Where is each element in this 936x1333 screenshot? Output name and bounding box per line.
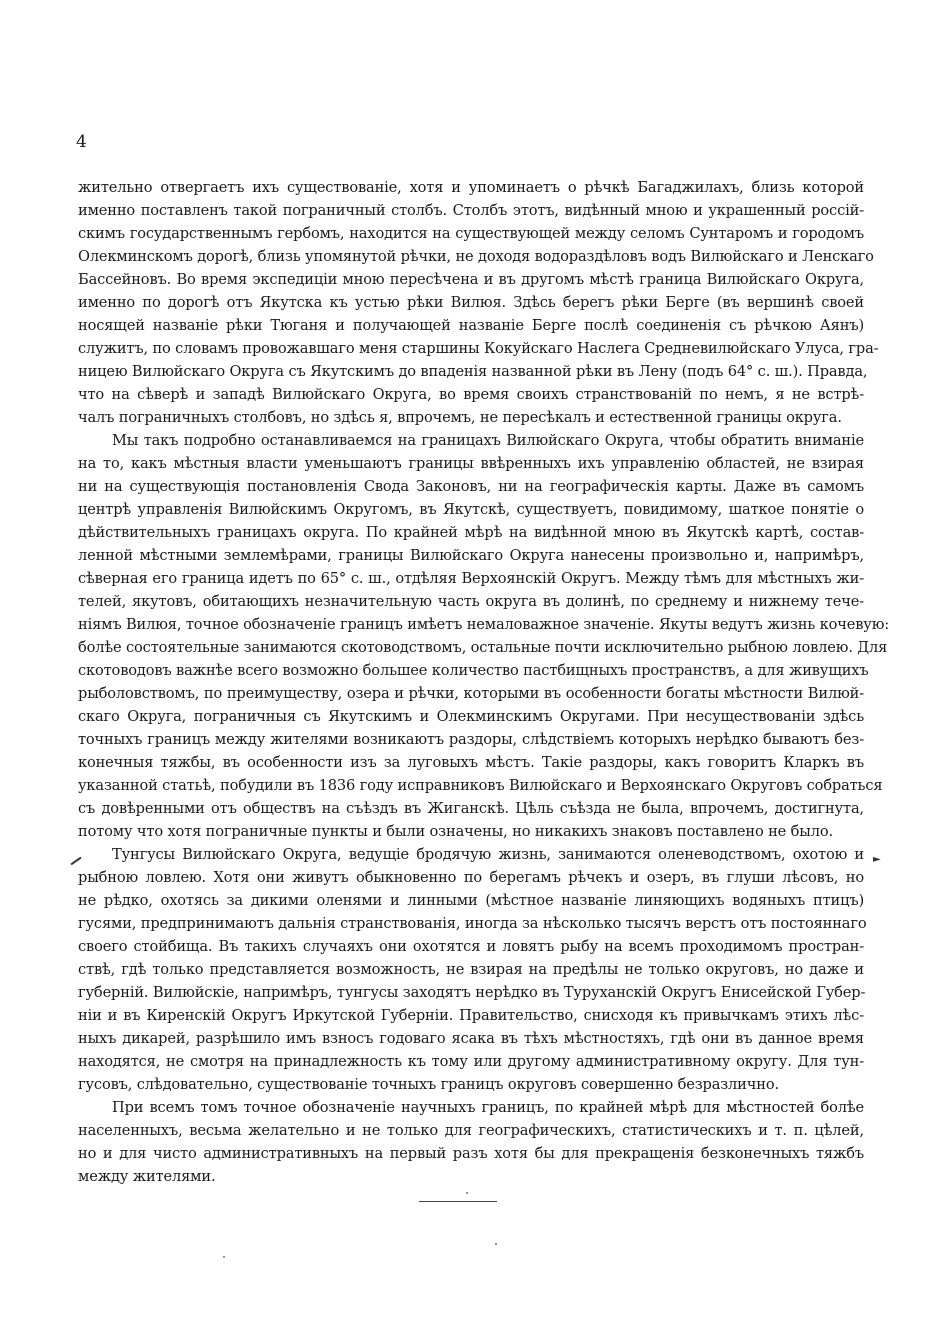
- text-line: съ довѣренными отъ обществъ на съѣздъ въ Жиганскѣ. Цѣль съѣзда не была, впрочемъ, достигнута,: [78, 800, 864, 817]
- text-line: на то, какъ мѣстныя власти уменьшаютъ границы ввѣренныхъ ихъ управленію областей, не взирая: [78, 455, 864, 472]
- paragraph-1: [78, 176, 879, 429]
- text-line: носящей названіе рѣки Тюганя и получающей названіе Берге послѣ соединенія съ рѣчкою Аянъ): [78, 317, 864, 334]
- print-speck: [466, 1192, 468, 1194]
- text-line: рыбною ловлею. Хотя они живутъ обыкновенно по берегамъ рѣчекъ и озеръ, въ глуши лѣсовъ, но: [78, 869, 864, 886]
- text-line: но и для чисто административныхъ на первый разъ хотя бы для прекращенія безконечныхъ тяжбъ: [78, 1145, 864, 1162]
- text-line: ни на существующія постановленія Свода Законовъ, ни на географическія карты. Даже въ самомъ: [78, 478, 864, 495]
- text-line: потому что хотя пограничные пункты и были означены, но никакихъ знаковъ поставлено не было.: [78, 823, 833, 840]
- paragraph-2: [78, 429, 890, 843]
- text-line: между жителями.: [78, 1168, 216, 1185]
- text-line: ныхъ дикарей, разрѣшило имъ взносъ годоваго ясака въ тѣхъ мѣстностяхъ, гдѣ они въ данное время: [78, 1030, 864, 1047]
- margin-arrow-mark: ►: [873, 854, 881, 865]
- text-line: Тунгусы Вилюйскаго Округа, ведущіе бродячую жизнь, занимаются оленеводствомъ, охотою и: [112, 846, 864, 863]
- text-line: дѣйствительныхъ границахъ округа. По крайней мѣрѣ на видѣнной мною въ Якутскѣ картѣ, состав-: [78, 524, 864, 541]
- text-line: не рѣдко, охотясь за дикими оленями и линными (мѣстное названіе линяющихъ водяныхъ птицъ): [78, 892, 864, 909]
- text-line: именно поставленъ такой пограничный столбъ. Столбъ этотъ, видѣнный мною и украшенный россій-: [78, 202, 864, 219]
- text-line: ствѣ, гдѣ только представляется возможность, не взирая на предѣлы не только округовъ, но даже и: [78, 961, 864, 978]
- text-line: Бассейновъ. Во время экспедиціи мною пересѣчена и въ другомъ мѣстѣ граница Вилюйскаго Округа,: [78, 271, 864, 288]
- text-line: именно по дорогѣ отъ Якутска къ устью рѣки Вилюя. Здѣсь берегъ рѣки Берге (въ вершинѣ своей: [78, 294, 864, 311]
- page-number: 4: [76, 132, 87, 152]
- text-line: сѣверная его граница идетъ по 65° с. ш., отдѣляя Верхоянскій Округъ. Между тѣмъ для мѣстныхъ жи-: [78, 570, 864, 587]
- text-line: Олекминскомъ дорогѣ, близь упомянутой рѣчки, не доходя водораздѣловъ водъ Вилюйскаго и Ленскаго: [78, 248, 874, 265]
- text-line: гусями, предпринимаютъ дальнія странствованія, иногда за нѣсколько тысячъ верстъ отъ постояннаго: [78, 915, 867, 932]
- text-line: Мы такъ подробно останавливаемся на границахъ Вилюйскаго Округа, чтобы обратить вниманіе: [112, 432, 864, 449]
- body-text: [78, 176, 890, 1188]
- text-line: что на сѣверѣ и западѣ Вилюйскаго Округа, во время своихъ странствованій по немъ, я не встрѣ-: [78, 386, 864, 403]
- text-line: указанной статьѣ, побудили въ 1836 году исправниковъ Вилюйскаго и Верхоянскаго Округовъ собраться: [78, 777, 883, 794]
- paragraph-3: [78, 843, 867, 1096]
- text-line: находятся, не смотря на принадлежность къ тому или другому административному округу. Для тун-: [78, 1053, 864, 1070]
- text-line: ленной мѣстными землемѣрами, границы Вилюйскаго Округа нанесены произвольно и, напримѣръ,: [78, 547, 864, 564]
- text-line: населенныхъ, весьма желательно и не только для географическихъ, статистическихъ и т. п. цѣлей,: [78, 1122, 864, 1139]
- text-line: ніи и въ Киренскій Округъ Иркутской Губерніи. Правительство, снисходя къ привычкамъ этихъ лѣс-: [78, 1007, 864, 1024]
- text-line: телей, якутовъ, обитающихъ незначительную часть округа въ долинѣ, по среднему и нижнему тече-: [78, 593, 864, 610]
- text-line: рыболовствомъ, по преимуществу, озера и рѣчки, которыми въ особенности богаты мѣстности Вилюй-: [78, 685, 864, 702]
- text-line: служитъ, по словамъ провожавшаго меня старшины Кокуйскаго Наслега Средневилюйскаго Улуса, гра-: [78, 340, 879, 357]
- text-line: ніямъ Вилюя, точное обозначеніе границъ имѣетъ немаловажное значеніе. Якуты ведутъ жизнь кочевую:: [78, 616, 890, 633]
- text-line: своего стойбища. Въ такихъ случаяхъ они охотятся и ловятъ рыбу на всемъ проходимомъ простран-: [78, 938, 864, 955]
- text-line: скотоводовъ важнѣе всего возможно большее количество пастбищныхъ пространствъ, а для живущихъ: [78, 662, 869, 679]
- print-speck: [495, 1243, 497, 1245]
- text-line: центрѣ управленія Вилюйскимъ Округомъ, въ Якутскѣ, существуетъ, повидимому, шаткое понятіе о: [78, 501, 864, 518]
- paragraph-4: [78, 1096, 864, 1188]
- print-speck: [223, 1256, 225, 1258]
- text-line: болѣе состоятельные занимаются скотоводствомъ, остальные почти исключительно рыбною ловлею. Для: [78, 639, 888, 656]
- text-line: конечныя тяжбы, въ особенности изъ за луговыхъ мѣстъ. Такіе раздоры, какъ говоритъ Кларкъ въ: [78, 754, 864, 771]
- text-line: точныхъ границъ между жителями возникаютъ раздоры, слѣдствіемъ которыхъ нерѣдко бываютъ без-: [78, 731, 864, 748]
- section-end-rule: [419, 1201, 497, 1202]
- text-line: жительно отвергаетъ ихъ существованіе, хотя и упоминаетъ о рѣчкѣ Багаджилахъ, близь которой: [78, 179, 864, 196]
- text-line: скаго Округа, пограничныя съ Якутскимъ и Олекминскимъ Округами. При несуществованіи здѣсь: [78, 708, 864, 725]
- text-line: гусовъ, слѣдовательно, существованіе точныхъ границъ округовъ совершенно безразлично.: [78, 1076, 779, 1093]
- text-line: чалъ пограничныхъ столбовъ, но здѣсь я, впрочемъ, не пересѣкалъ и естественной границы округа.: [78, 409, 842, 426]
- text-line: При всемъ томъ точное обозначеніе научныхъ границъ, по крайней мѣрѣ для мѣстностей болѣе: [112, 1099, 864, 1116]
- text-line: губерній. Вилюйскіе, напримѣръ, тунгусы заходятъ нерѣдко въ Туруханскій Округъ Енисейской Губер-: [78, 984, 866, 1001]
- text-line: скимъ государственнымъ гербомъ, находится на существующей между селомъ Сунтаромъ и городомъ: [78, 225, 864, 242]
- text-line: ницею Вилюйскаго Округа съ Якутскимъ до впаденія названной рѣки въ Лену (подъ 64° с. ш.). Правда,: [78, 363, 868, 380]
